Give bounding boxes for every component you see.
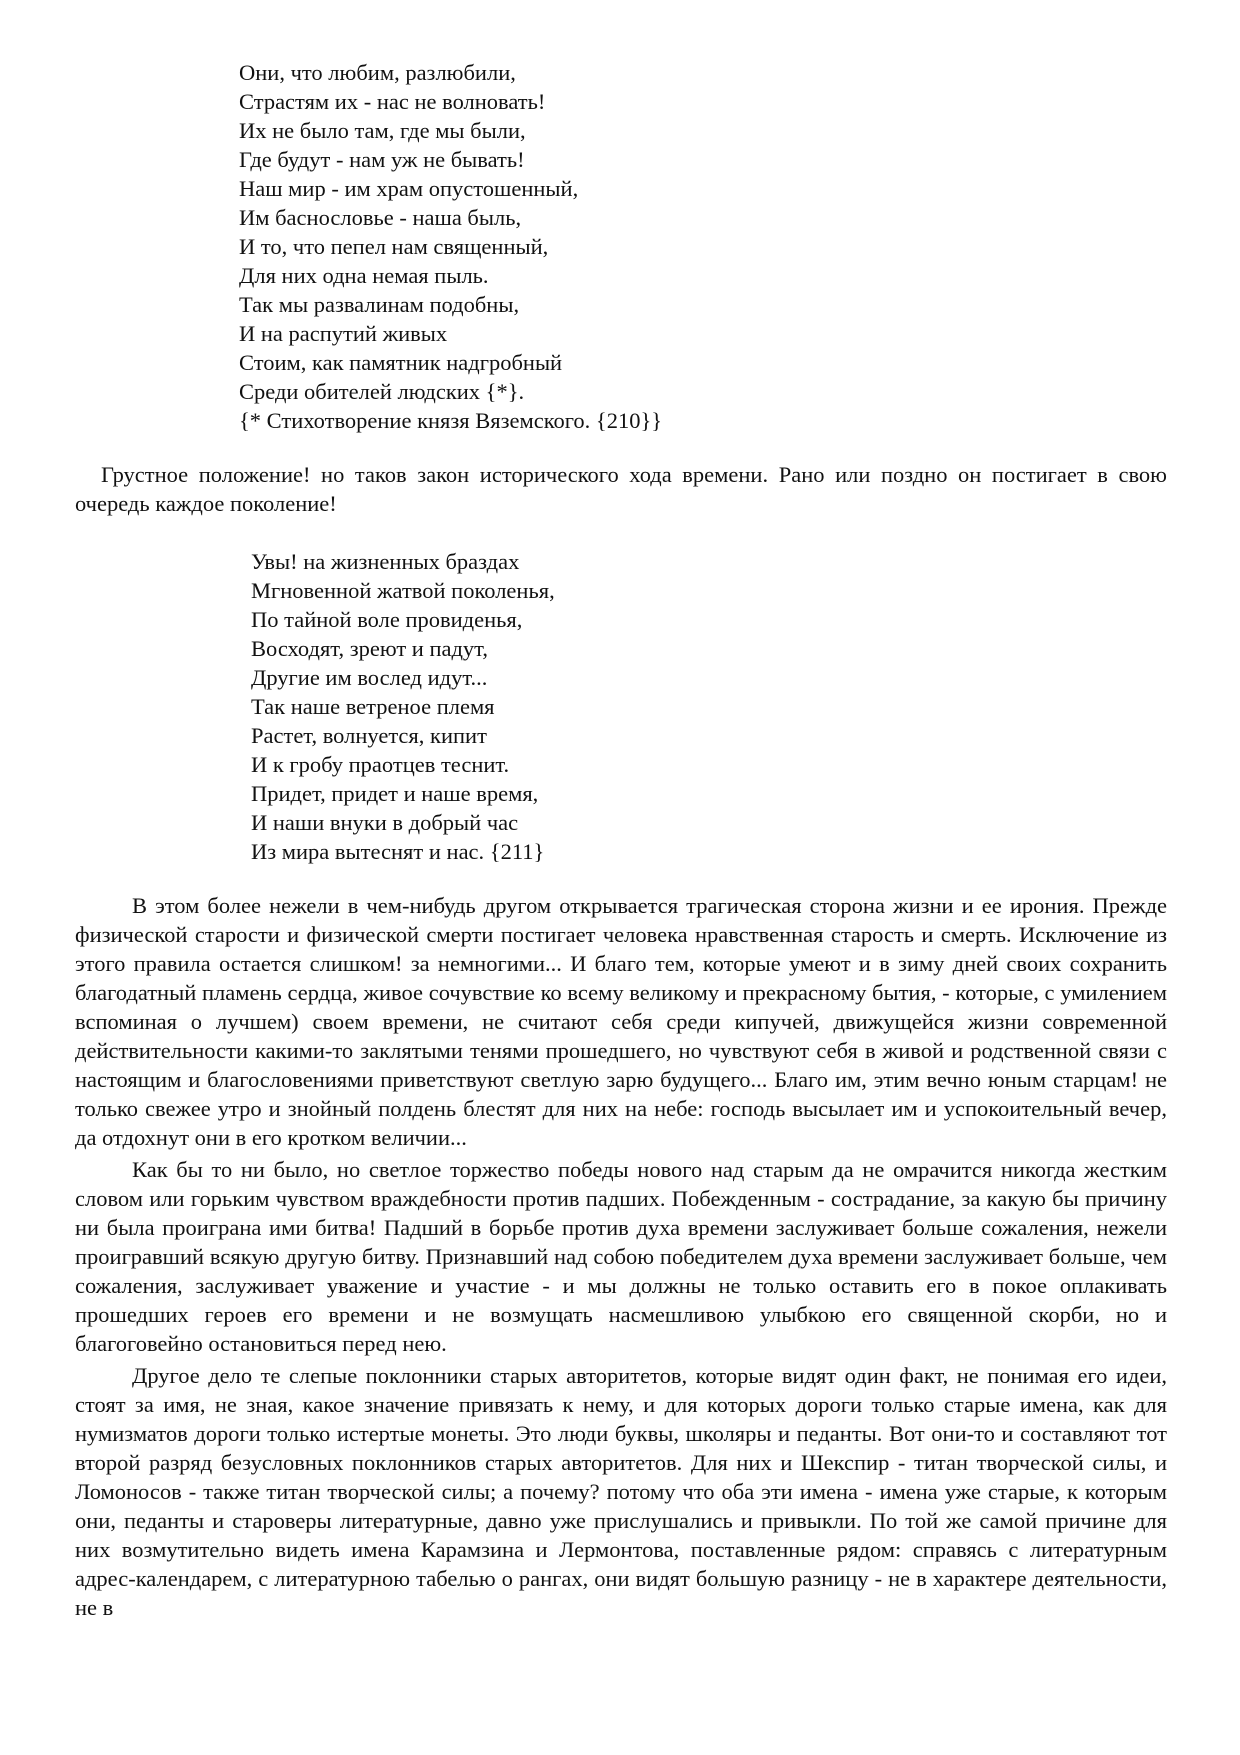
verse-line: Так наше ветреное племя	[251, 694, 495, 719]
verse-line: И то, что пепел нам священный,	[239, 234, 549, 259]
verse-line: Растет, волнуется, кипит	[251, 723, 487, 748]
verse-line: И наши внуки в добрый час	[251, 810, 519, 835]
paragraph: Другое дело те слепые поклонники старых авторитетов, которые видят один факт, не понимая его идеи, стоят за имя, не зная, какое значение привязать к нему, и для которых дороги только старые имена, как для нумизматов дороги только истертые монеты. Это люди буквы, школяры и педанты. Вот они-то и составляют тот второй разряд безусловных поклонников старых авторитетов. Для них и Шекспир - титан творческой силы, и Ломоносов - также титан творческой силы; а почему? потому что оба эти имена - имена уже старые, к которым они, педанты и староверы литературные, давно уже прислушались и привыкли. По той же самой причине для них возмутительно видеть имена Карамзина и Лермонтова, поставленные рядом: справясь с литературным адрес-календарем, с литературною табелью о рангах, они видят большую разницу - не в характере деятельности, не в	[75, 1363, 1167, 1620]
poem-generations	[251, 547, 555, 866]
verse-line: И на распутий живых	[239, 321, 448, 346]
verse-footnote: {* Стихотворение князя Вяземского. {210}}	[239, 408, 663, 433]
paragraph: Как бы то ни было, но светлое торжество победы нового над старым да не омрачится никогда жестким словом или горьким чувством враждебности против падших. Побежденным - сострадание, за какую бы причину ни была проиграна ими битва! Падший в борьбе против духа времени заслуживает больше сожаления, нежели проигравший всякую другую битву. Признавший над собою победителем духа времени заслуживает больше, чем сожаления, заслуживает уважение и участие - и мы должны не только оставить его в покое оплакивать прошедших героев его времени и не возмущать насмешливою улыбкою его священной скорби, но и благоговейно остановиться перед нею.	[75, 1157, 1167, 1356]
verse-line: Страстям их - нас не волновать!	[239, 89, 546, 114]
verse-line: Восходят, зреют и падут,	[251, 636, 488, 661]
prose-section-1	[75, 460, 1167, 518]
verse-line: Другие им вослед идут...	[251, 665, 488, 690]
verse-line: Так мы развалинам подобны,	[239, 292, 520, 317]
paragraph: Грустное положение! но таков закон исторического хода времени. Рано или поздно он постигает в свою очередь каждое поколение!	[75, 462, 1167, 516]
verse-line: Они, что любим, разлюбили,	[239, 60, 516, 85]
paragraph: В этом более нежели в чем-нибудь другом открывается трагическая сторона жизни и ее ирония. Прежде физической старости и физической смерти постигает человека нравственная старость и смерть. Исключение из этого правила остается слишком! за немногими... И благо тем, которые умеют и в зиму дней своих сохранить благодатный пламень сердца, живое сочувствие ко всему великому и прекрасному бытия, - которые, с умилением вспоминая о лучшем) своем времени, не считают себя среди кипучей, движущейся жизни современной действительности какими-то заклятыми тенями прошедшего, но чувствуют себя в живой и родственной связи с настоящим и благословениями приветствуют светлую зарю будущего... Благо им, этим вечно юным старцам! не только свежее утро и знойный полдень блестят для них на небе: господь высылает им и успокоительный вечер, да отдохнут они в его кротком величии...	[75, 893, 1167, 1150]
verse-line: Стоим, как памятник надгробный	[239, 350, 563, 375]
verse-line: Для них одна немая пыль.	[239, 263, 489, 288]
verse-line: И к гробу праотцев теснит.	[251, 752, 510, 777]
verse-line: Наш мир - им храм опустошенный,	[239, 176, 579, 201]
verse-line: Мгновенной жатвой поколенья,	[251, 578, 555, 603]
verse-line: Увы! на жизненных браздах	[251, 549, 520, 574]
verse-line: Придет, придет и наше время,	[251, 781, 539, 806]
verse-line: Где будут - нам уж не бывать!	[239, 147, 525, 172]
verse-line: Среди обителей людских {*}.	[239, 379, 525, 404]
verse-line: Из мира вытеснят и нас. {211}	[251, 839, 545, 864]
verse-line: По тайной воле провиденья,	[251, 607, 523, 632]
prose-section-2	[75, 891, 1167, 1622]
verse-line: Их не было там, где мы были,	[239, 118, 526, 143]
verse-line: Им баснословье - наша быль,	[239, 205, 522, 230]
poem-vyazemsky	[239, 58, 662, 435]
